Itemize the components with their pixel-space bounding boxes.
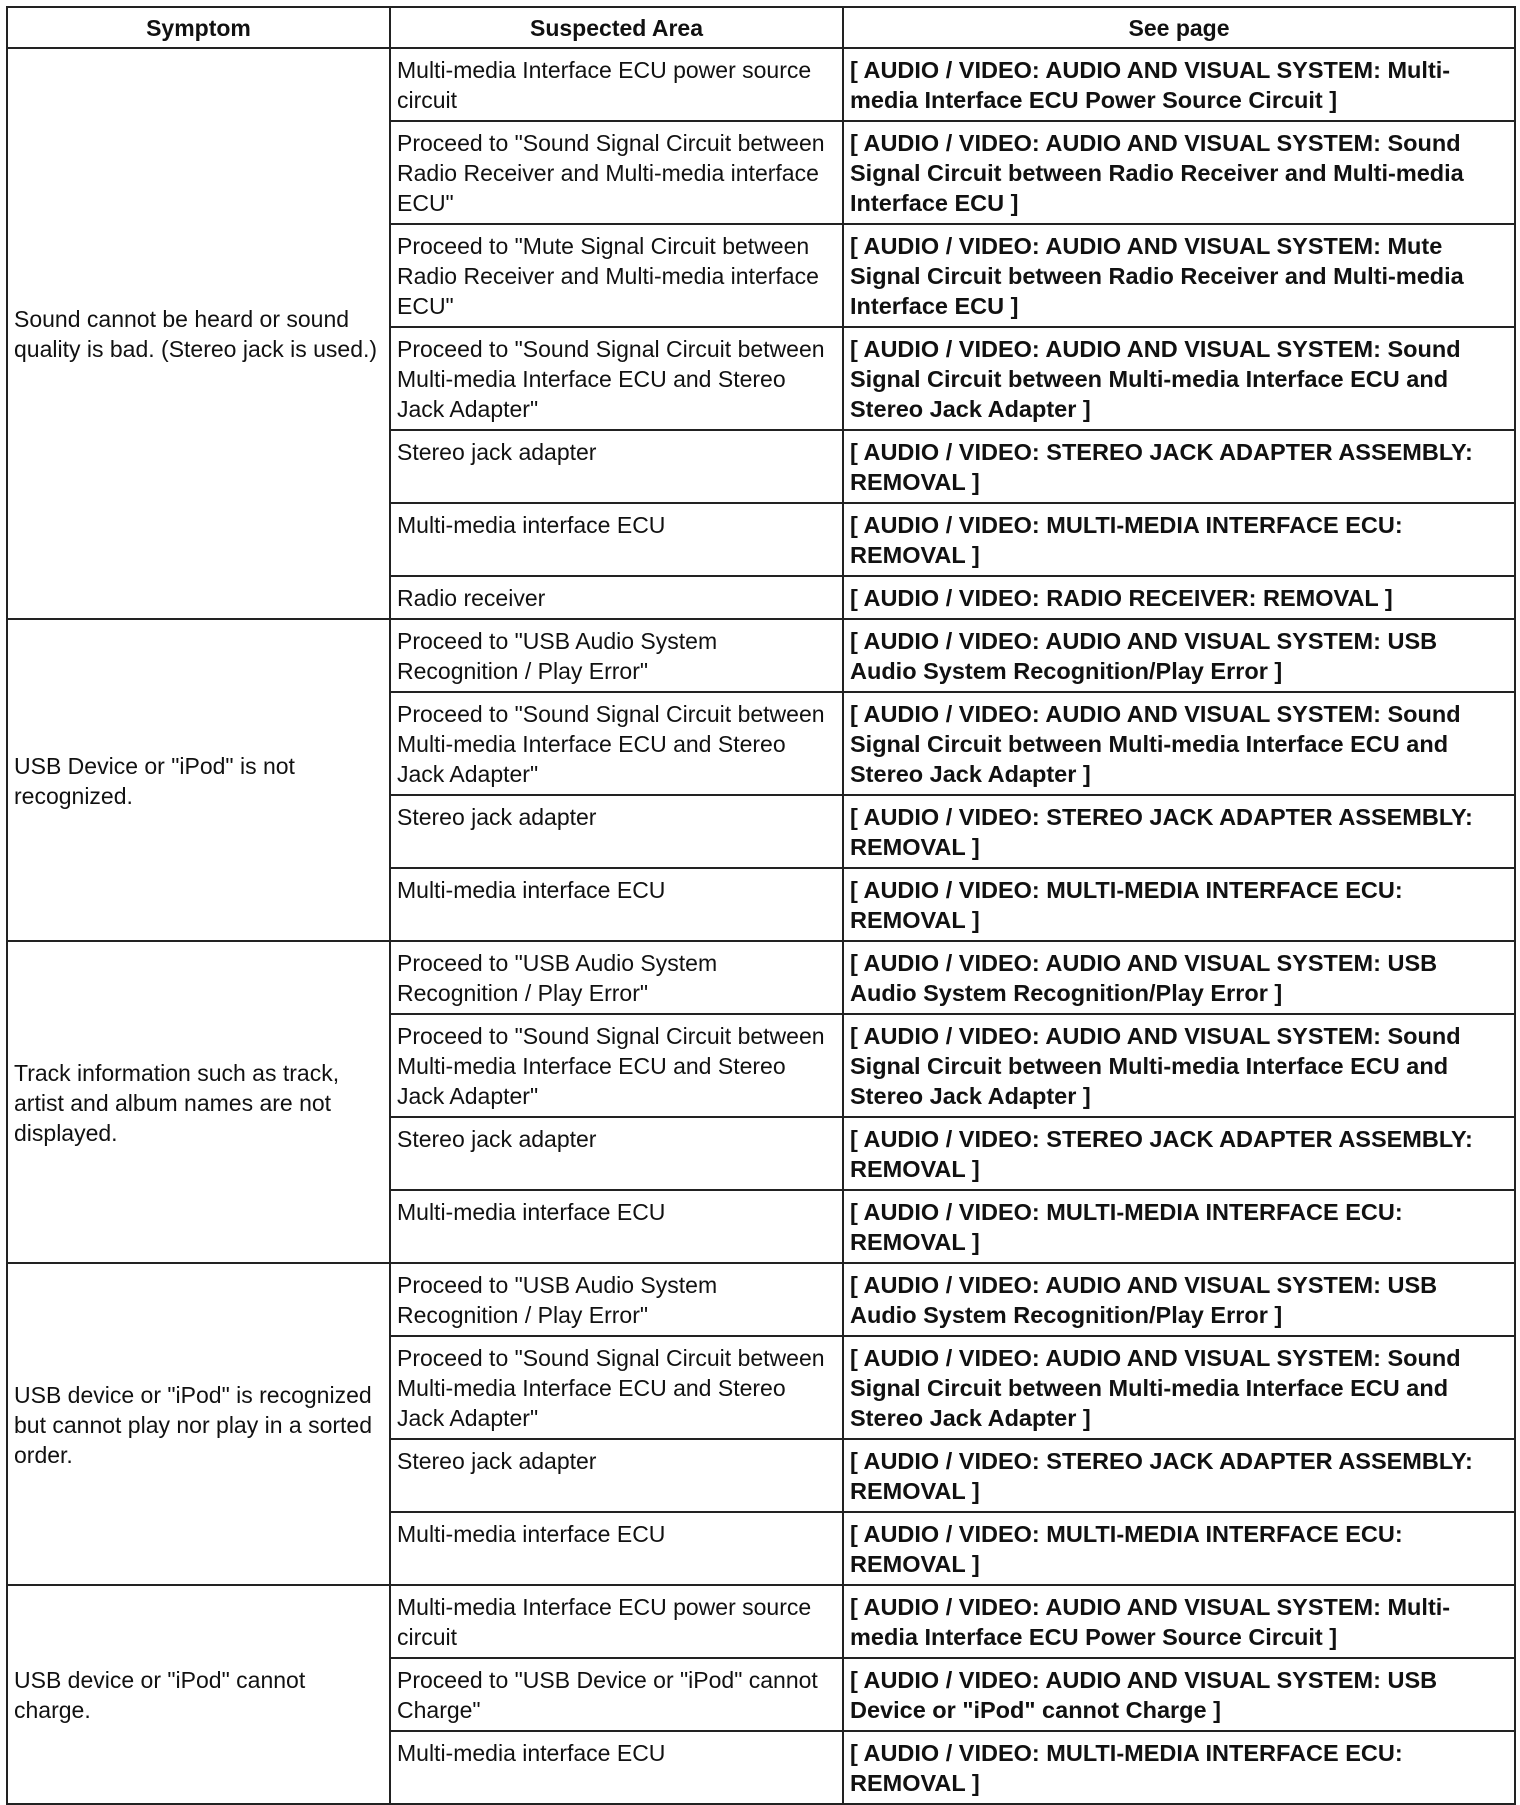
symptom-cell: Track information such as track, artist and album names are not displayed. [7, 941, 390, 1263]
see-page-cell: [ AUDIO / VIDEO: AUDIO AND VISUAL SYSTEM: Sound Signal Circuit between Multi-media Interface ECU and Stereo Jack Adapter ] [843, 327, 1515, 430]
suspected-area-cell: Multi-media interface ECU [390, 1512, 843, 1585]
symptom-cell: USB Device or "iPod" is not recognized. [7, 619, 390, 941]
suspected-area-cell: Multi-media interface ECU [390, 503, 843, 576]
suspected-area-cell: Multi-media Interface ECU power source circuit [390, 1585, 843, 1658]
see-page-cell: [ AUDIO / VIDEO: AUDIO AND VISUAL SYSTEM: USB Audio System Recognition/Play Error ] [843, 1263, 1515, 1336]
see-page-cell: [ AUDIO / VIDEO: AUDIO AND VISUAL SYSTEM: Multi-media Interface ECU Power Source Circuit ] [843, 48, 1515, 121]
see-page-cell: [ AUDIO / VIDEO: MULTI-MEDIA INTERFACE ECU: REMOVAL ] [843, 1190, 1515, 1263]
see-page-cell: [ AUDIO / VIDEO: MULTI-MEDIA INTERFACE ECU: REMOVAL ] [843, 1731, 1515, 1804]
see-page-cell: [ AUDIO / VIDEO: MULTI-MEDIA INTERFACE ECU: REMOVAL ] [843, 1512, 1515, 1585]
table-row [7, 48, 1515, 121]
suspected-area-cell: Stereo jack adapter [390, 1439, 843, 1512]
suspected-area-cell: Multi-media Interface ECU power source circuit [390, 48, 843, 121]
header-suspected-area: Suspected Area [390, 7, 843, 48]
header-row [7, 7, 1515, 48]
table-row [7, 1263, 1515, 1336]
suspected-area-cell: Proceed to "Sound Signal Circuit between Multi-media Interface ECU and Stereo Jack Adapter" [390, 1014, 843, 1117]
suspected-area-cell: Proceed to "USB Device or "iPod" cannot Charge" [390, 1658, 843, 1731]
see-page-cell: [ AUDIO / VIDEO: AUDIO AND VISUAL SYSTEM: Sound Signal Circuit between Radio Receiver and Multi-media Interface ECU ] [843, 121, 1515, 224]
see-page-cell: [ AUDIO / VIDEO: STEREO JACK ADAPTER ASSEMBLY: REMOVAL ] [843, 430, 1515, 503]
see-page-cell: [ AUDIO / VIDEO: STEREO JACK ADAPTER ASSEMBLY: REMOVAL ] [843, 1439, 1515, 1512]
table-row [7, 941, 1515, 1014]
suspected-area-cell: Stereo jack adapter [390, 430, 843, 503]
see-page-cell: [ AUDIO / VIDEO: AUDIO AND VISUAL SYSTEM: USB Device or "iPod" cannot Charge ] [843, 1658, 1515, 1731]
see-page-cell: [ AUDIO / VIDEO: AUDIO AND VISUAL SYSTEM: Mute Signal Circuit between Radio Receiver and Multi-media Interface ECU ] [843, 224, 1515, 327]
suspected-area-cell: Proceed to "Sound Signal Circuit between Multi-media Interface ECU and Stereo Jack Adapter" [390, 692, 843, 795]
suspected-area-cell: Multi-media interface ECU [390, 1190, 843, 1263]
troubleshooting-table [6, 6, 1516, 1805]
suspected-area-cell: Stereo jack adapter [390, 1117, 843, 1190]
suspected-area-cell: Proceed to "USB Audio System Recognition / Play Error" [390, 941, 843, 1014]
suspected-area-cell: Proceed to "Sound Signal Circuit between Multi-media Interface ECU and Stereo Jack Adapter" [390, 1336, 843, 1439]
table-row [7, 1585, 1515, 1658]
table-body [7, 48, 1515, 1804]
suspected-area-cell: Proceed to "Sound Signal Circuit between Multi-media Interface ECU and Stereo Jack Adapter" [390, 327, 843, 430]
header-symptom: Symptom [7, 7, 390, 48]
page [6, 6, 1516, 1805]
symptom-cell: USB device or "iPod" is recognized but cannot play nor play in a sorted order. [7, 1263, 390, 1585]
symptom-cell: USB device or "iPod" cannot charge. [7, 1585, 390, 1804]
see-page-cell: [ AUDIO / VIDEO: RADIO RECEIVER: REMOVAL ] [843, 576, 1515, 619]
see-page-cell: [ AUDIO / VIDEO: MULTI-MEDIA INTERFACE ECU: REMOVAL ] [843, 868, 1515, 941]
suspected-area-cell: Proceed to "Sound Signal Circuit between Radio Receiver and Multi-media interface ECU" [390, 121, 843, 224]
see-page-cell: [ AUDIO / VIDEO: AUDIO AND VISUAL SYSTEM: Multi-media Interface ECU Power Source Circuit ] [843, 1585, 1515, 1658]
see-page-cell: [ AUDIO / VIDEO: AUDIO AND VISUAL SYSTEM: Sound Signal Circuit between Multi-media Interface ECU and Stereo Jack Adapter ] [843, 1336, 1515, 1439]
suspected-area-cell: Multi-media interface ECU [390, 868, 843, 941]
see-page-cell: [ AUDIO / VIDEO: AUDIO AND VISUAL SYSTEM: Sound Signal Circuit between Multi-media Interface ECU and Stereo Jack Adapter ] [843, 692, 1515, 795]
suspected-area-cell: Proceed to "USB Audio System Recognition / Play Error" [390, 619, 843, 692]
see-page-cell: [ AUDIO / VIDEO: AUDIO AND VISUAL SYSTEM: USB Audio System Recognition/Play Error ] [843, 941, 1515, 1014]
suspected-area-cell: Multi-media interface ECU [390, 1731, 843, 1804]
symptom-cell: Sound cannot be heard or sound quality is bad. (Stereo jack is used.) [7, 48, 390, 619]
header-see-page: See page [843, 7, 1515, 48]
see-page-cell: [ AUDIO / VIDEO: AUDIO AND VISUAL SYSTEM: USB Audio System Recognition/Play Error ] [843, 619, 1515, 692]
see-page-cell: [ AUDIO / VIDEO: STEREO JACK ADAPTER ASSEMBLY: REMOVAL ] [843, 1117, 1515, 1190]
see-page-cell: [ AUDIO / VIDEO: MULTI-MEDIA INTERFACE ECU: REMOVAL ] [843, 503, 1515, 576]
see-page-cell: [ AUDIO / VIDEO: AUDIO AND VISUAL SYSTEM: Sound Signal Circuit between Multi-media Interface ECU and Stereo Jack Adapter ] [843, 1014, 1515, 1117]
suspected-area-cell: Proceed to "USB Audio System Recognition / Play Error" [390, 1263, 843, 1336]
see-page-cell: [ AUDIO / VIDEO: STEREO JACK ADAPTER ASSEMBLY: REMOVAL ] [843, 795, 1515, 868]
table-row [7, 619, 1515, 692]
suspected-area-cell: Radio receiver [390, 576, 843, 619]
suspected-area-cell: Stereo jack adapter [390, 795, 843, 868]
suspected-area-cell: Proceed to "Mute Signal Circuit between Radio Receiver and Multi-media interface ECU" [390, 224, 843, 327]
